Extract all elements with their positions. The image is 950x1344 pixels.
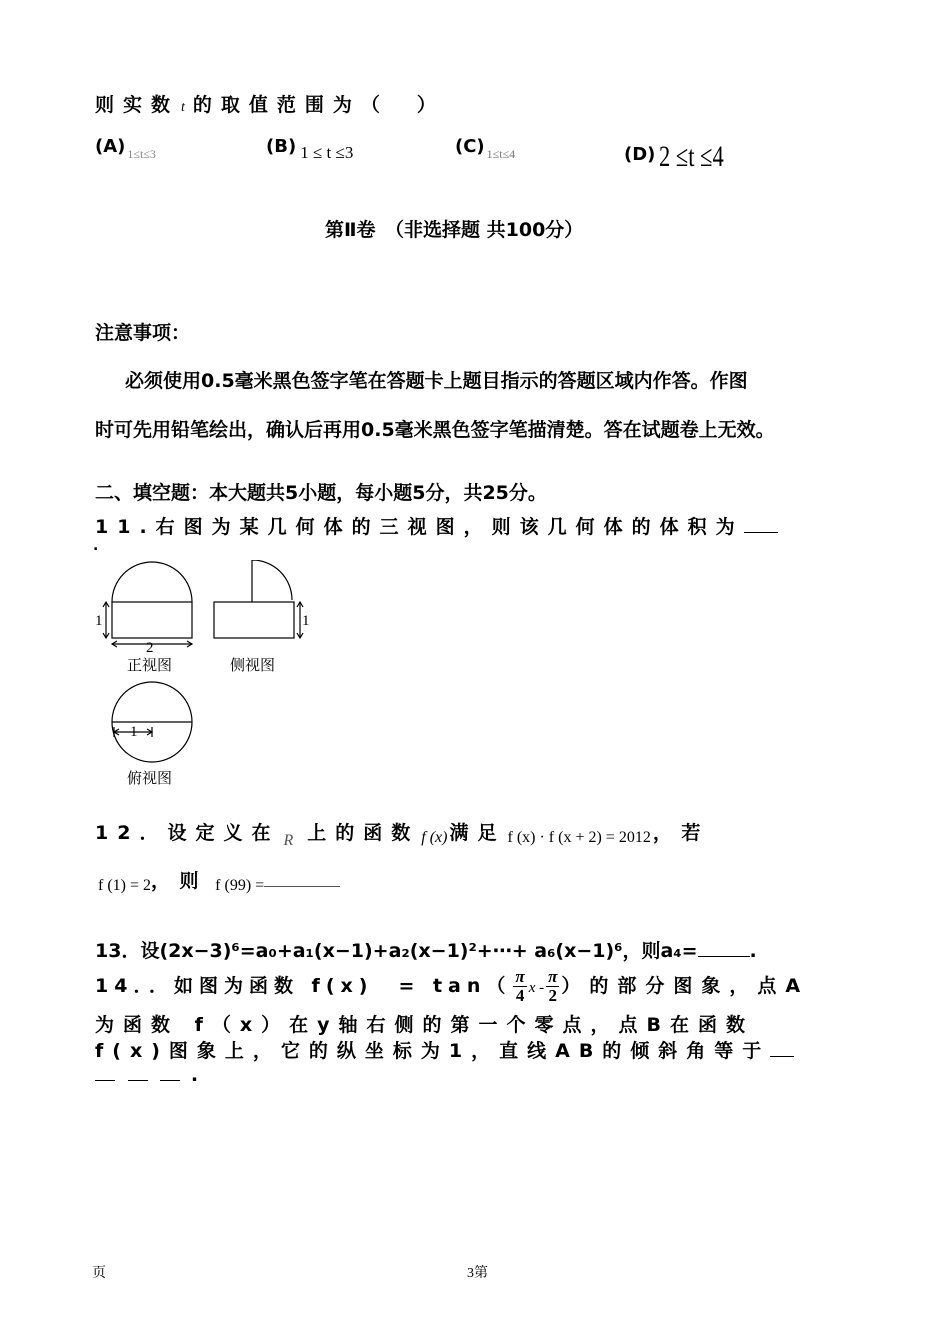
q11-stem: 11.右图为某几何体的三视图，则该几何体的体积为 [95,512,778,539]
q14-line-4: . [95,1064,198,1086]
q10-stem: 则实数 t 的取值范围为（ ） [95,94,445,116]
footer-page-number: 3第 [467,1266,488,1281]
q13-answer-blank [698,956,750,957]
footer-left: 页 [92,1266,106,1281]
fraction-pi-over-2: $\frac{\pi}{2}$ [548,967,558,1005]
option-a: (A) $_{1\le t\le 3}$ [95,136,156,161]
top-view-label: 俯视图 [127,771,173,787]
notice-line-2: 时可先用铅笔绘出，确认后再用0.5毫米黑色签字笔描清楚。答在试题卷上无效。 [95,419,775,441]
notice-line-1: 必须使用0.5毫米黑色签字笔在答题卡上题目指示的答题区域内作答。作图 [125,370,748,392]
front-dim-1: 1 [95,613,103,629]
front-dim-2: 2 [146,640,154,656]
option-c: (C) $_{1\le t\le 4}$ [455,136,516,161]
side-view-arc [252,560,292,602]
q11-answer-blank [744,532,778,533]
front-view-label: 正视图 [127,658,173,674]
option-d: (D) 2 ≤t ≤4 [624,140,725,173]
q13-stem: 13．设(2x−3)⁶=a₀+a₁(x−1)+a₂(x−1)²+⋯+ a₆(x−1)⁶，则a₄= . [95,940,757,962]
section-title: 第Ⅱ卷 （非选择题 共100分） [325,219,584,241]
part2-heading: 二、填空题：本大题共5小题，每小题5分，共25分。 [95,482,547,504]
front-view-arc [112,562,192,602]
q12-answer-blank [264,886,340,887]
q14-line-1: 14．．如图为函数 f(x) = tan（ $\frac{\pi}{4}$ x - $\frac{\pi}{2}$ ）的部分图象，点A [95,967,810,1005]
q11-period: . [93,538,99,554]
side-view-rect [214,602,294,638]
option-b: (B) 1 ≤ t ≤3 [266,136,354,162]
fraction-pi-over-4: $\frac{\pi}{4}$ [515,967,525,1005]
front-view-rect [112,602,192,638]
q12-line-1: 12．设定义在 $_R$ 上的函数 f (x) 满足 f (x) · f (x + 2) = 2012 ， 若 [95,822,701,849]
side-view-label: 侧视图 [230,658,276,674]
q14-line-2: 为函数 f（x）在y轴右侧的第一个零点，点B在函数 [95,1014,755,1036]
notice-heading: 注意事项： [95,322,191,344]
q14-line-3: f(x)图象上，它的纵坐标为1，直线AB的倾斜角等于 [95,1036,794,1063]
q14-answer-blank-a [770,1056,794,1057]
side-dim-1: 1 [302,613,310,629]
top-dim-1: 1 [130,724,138,740]
three-view-figure [90,560,330,800]
q12-line-2: f (1) = 2， 则 f (99) = [98,866,340,893]
